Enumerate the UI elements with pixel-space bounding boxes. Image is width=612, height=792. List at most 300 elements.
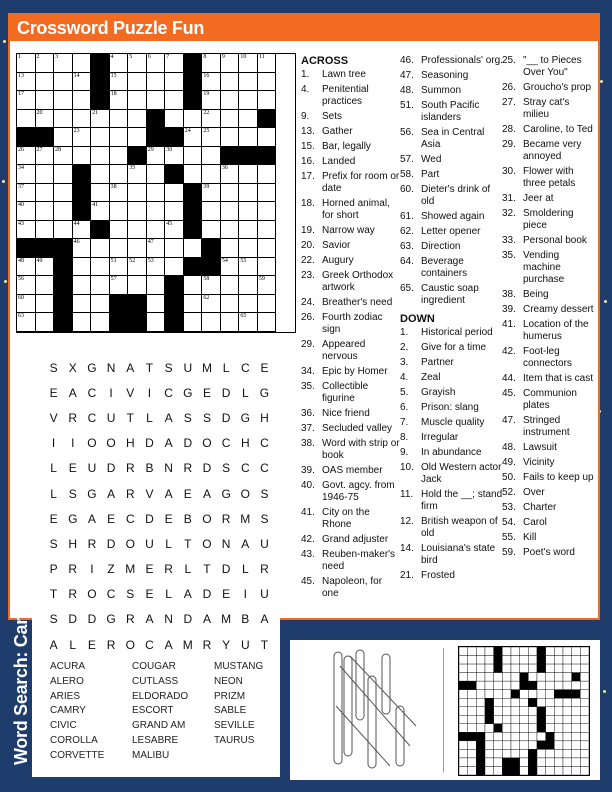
wordsearch-letter[interactable]: A (241, 536, 250, 551)
grid-cell[interactable] (239, 165, 258, 184)
wordsearch-letter[interactable]: U (183, 360, 193, 375)
grid-cell[interactable] (91, 165, 110, 184)
grid-cell[interactable] (221, 54, 240, 73)
grid-cell[interactable] (17, 221, 36, 240)
wordsearch-letter[interactable]: T (49, 587, 58, 602)
grid-cell[interactable] (17, 295, 36, 314)
grid-cell[interactable] (128, 184, 147, 203)
wordsearch-letter[interactable]: I (109, 385, 113, 400)
wordsearch-letter[interactable]: D (68, 612, 78, 627)
grid-cell[interactable] (17, 165, 36, 184)
wordsearch-letter[interactable]: U (87, 461, 97, 476)
grid-cell[interactable] (73, 239, 92, 258)
wordsearch-letter[interactable]: E (68, 461, 77, 476)
wordsearch-letter[interactable]: C (145, 637, 154, 652)
grid-cell[interactable] (239, 54, 258, 73)
grid-cell[interactable] (54, 91, 73, 110)
wordsearch-letter[interactable]: Y (222, 637, 231, 652)
grid-cell[interactable] (202, 313, 221, 332)
wordsearch-letter[interactable]: C (260, 436, 269, 451)
wordsearch-letter[interactable]: R (164, 562, 173, 577)
wordsearch-letter[interactable]: E (202, 385, 211, 400)
wordsearch-letter[interactable]: R (125, 486, 135, 501)
grid-cell[interactable] (221, 184, 240, 203)
wordsearch-letter[interactable]: I (147, 385, 152, 400)
wordsearch-letter[interactable]: A (164, 410, 173, 425)
grid-cell[interactable] (221, 221, 240, 240)
wordsearch-letter[interactable]: E (183, 486, 192, 501)
wordsearch-letter[interactable]: L (165, 536, 172, 551)
wordsearch-letter[interactable]: O (202, 511, 212, 526)
wordsearch-letter[interactable]: N (106, 360, 116, 375)
wordsearch-letter[interactable]: D (183, 436, 193, 451)
wordsearch-letter[interactable]: A (164, 637, 173, 652)
grid-cell[interactable] (239, 313, 258, 332)
grid-cell[interactable] (202, 110, 221, 129)
wordsearch-letter[interactable]: S (164, 360, 173, 375)
wordsearch-letter[interactable]: T (184, 536, 192, 551)
grid-cell[interactable] (73, 147, 92, 166)
wordsearch-letter[interactable]: N (164, 612, 173, 627)
wordsearch-letter[interactable]: D (221, 562, 231, 577)
grid-cell[interactable] (110, 165, 129, 184)
wordsearch-letter[interactable]: C (87, 410, 97, 425)
wordsearch-letter[interactable]: G (106, 612, 116, 627)
wordsearch-letter[interactable]: G (87, 360, 97, 375)
wordsearch-letter[interactable]: E (145, 562, 154, 577)
grid-cell[interactable] (54, 221, 73, 240)
grid-cell[interactable] (202, 184, 221, 203)
grid-cell[interactable] (184, 295, 203, 314)
wordsearch-letter[interactable]: U (106, 410, 116, 425)
grid-cell[interactable] (165, 73, 184, 92)
wordsearch-letter[interactable]: Z (107, 562, 115, 577)
wordsearch-letter[interactable]: L (241, 562, 249, 577)
grid-cell[interactable] (36, 202, 55, 221)
wordsearch-letter[interactable]: R (106, 637, 116, 652)
wordsearch-letter[interactable]: R (183, 461, 193, 476)
wordsearch-letter[interactable]: O (125, 637, 135, 652)
grid-cell[interactable] (147, 276, 166, 295)
grid-cell[interactable] (36, 295, 55, 314)
wordsearch-letter[interactable]: D (106, 461, 116, 476)
grid-cell[interactable] (128, 128, 147, 147)
wordsearch-letter[interactable]: T (203, 562, 211, 577)
grid-cell[interactable] (36, 313, 55, 332)
grid-cell[interactable] (17, 184, 36, 203)
grid-cell[interactable] (258, 239, 277, 258)
grid-cell[interactable] (110, 54, 129, 73)
grid-cell[interactable] (110, 110, 129, 129)
wordsearch-letter[interactable]: S (49, 536, 58, 551)
grid-cell[interactable] (91, 128, 110, 147)
wordsearch-letter[interactable]: A (49, 637, 58, 652)
grid-cell[interactable] (36, 258, 55, 277)
wordsearch-letter[interactable]: G (68, 511, 78, 526)
wordsearch-grid[interactable] (44, 355, 274, 657)
wordsearch-letter[interactable]: L (165, 587, 172, 602)
grid-cell[interactable] (17, 54, 36, 73)
wordsearch-letter[interactable]: P (49, 562, 58, 577)
grid-cell[interactable] (17, 276, 36, 295)
wordsearch-letter[interactable]: O (240, 486, 250, 501)
wordsearch-letter[interactable]: C (125, 511, 135, 526)
grid-cell[interactable] (54, 147, 73, 166)
grid-cell[interactable] (184, 313, 203, 332)
grid-cell[interactable] (239, 276, 258, 295)
grid-cell[interactable] (110, 73, 129, 92)
wordsearch-letter[interactable]: A (202, 612, 211, 627)
grid-cell[interactable] (239, 239, 258, 258)
wordsearch-letter[interactable]: I (51, 436, 56, 451)
grid-cell[interactable] (54, 54, 73, 73)
grid-cell[interactable] (128, 276, 147, 295)
grid-cell[interactable] (36, 276, 55, 295)
wordsearch-letter[interactable]: A (126, 360, 135, 375)
grid-cell[interactable] (165, 239, 184, 258)
grid-cell[interactable] (221, 276, 240, 295)
grid-cell[interactable] (91, 110, 110, 129)
wordsearch-letter[interactable]: E (107, 511, 116, 526)
wordsearch-letter[interactable]: M (125, 562, 136, 577)
grid-cell[interactable] (202, 147, 221, 166)
grid-cell[interactable] (239, 73, 258, 92)
grid-cell[interactable] (202, 202, 221, 221)
wordsearch-letter[interactable]: T (126, 410, 134, 425)
grid-cell[interactable] (258, 202, 277, 221)
grid-cell[interactable] (36, 165, 55, 184)
wordsearch-letter[interactable]: B (183, 511, 192, 526)
grid-cell[interactable] (36, 147, 55, 166)
grid-cell[interactable] (239, 110, 258, 129)
wordsearch-letter[interactable]: D (202, 461, 212, 476)
crossword-grid[interactable] (16, 53, 296, 333)
grid-cell[interactable] (184, 147, 203, 166)
grid-cell[interactable] (165, 147, 184, 166)
wordsearch-letter[interactable]: S (183, 410, 192, 425)
wordsearch-letter[interactable]: S (49, 612, 58, 627)
grid-cell[interactable] (147, 239, 166, 258)
grid-cell[interactable] (147, 73, 166, 92)
grid-cell[interactable] (258, 313, 277, 332)
grid-cell[interactable] (128, 54, 147, 73)
grid-cell[interactable] (91, 276, 110, 295)
grid-cell[interactable] (147, 147, 166, 166)
wordsearch-letter[interactable]: S (260, 511, 269, 526)
grid-cell[interactable] (239, 295, 258, 314)
grid-cell[interactable] (184, 276, 203, 295)
grid-cell[interactable] (147, 313, 166, 332)
grid-cell[interactable] (36, 221, 55, 240)
wordsearch-letter[interactable]: O (202, 536, 212, 551)
grid-cell[interactable] (91, 295, 110, 314)
grid-cell[interactable] (17, 91, 36, 110)
grid-cell[interactable] (110, 239, 129, 258)
grid-cell[interactable] (110, 128, 129, 147)
grid-cell[interactable] (165, 110, 184, 129)
wordsearch-letter[interactable]: C (221, 436, 231, 451)
wordsearch-letter[interactable]: M (240, 511, 251, 526)
wordsearch-letter[interactable]: C (164, 385, 173, 400)
wordsearch-letter[interactable]: U (240, 637, 250, 652)
grid-cell[interactable] (221, 73, 240, 92)
wordsearch-letter[interactable]: H (125, 436, 135, 451)
wordsearch-letter[interactable]: R (221, 511, 231, 526)
wordsearch-letter[interactable]: G (183, 385, 193, 400)
wordsearch-letter[interactable]: L (69, 637, 77, 652)
grid-cell[interactable] (147, 91, 166, 110)
wordsearch-letter[interactable]: L (50, 461, 57, 476)
grid-cell[interactable] (258, 221, 277, 240)
grid-cell[interactable] (54, 128, 73, 147)
wordsearch-letter[interactable]: D (145, 436, 154, 451)
wordsearch-letter[interactable]: O (87, 587, 97, 602)
grid-cell[interactable] (221, 313, 240, 332)
grid-cell[interactable] (258, 54, 277, 73)
wordsearch-letter[interactable]: C (240, 461, 250, 476)
wordsearch-letter[interactable]: A (202, 486, 211, 501)
grid-cell[interactable] (165, 91, 184, 110)
wordsearch-letter[interactable]: S (222, 461, 231, 476)
grid-cell[interactable] (221, 91, 240, 110)
wordsearch-letter[interactable]: X (68, 360, 77, 375)
grid-cell[interactable] (221, 239, 240, 258)
grid-cell[interactable] (91, 184, 110, 203)
wordsearch-letter[interactable]: L (241, 385, 249, 400)
grid-cell[interactable] (202, 54, 221, 73)
wordsearch-letter[interactable]: R (87, 536, 97, 551)
wordsearch-letter[interactable]: L (50, 486, 57, 501)
wordsearch-letter[interactable]: T (260, 637, 269, 652)
grid-cell[interactable] (17, 258, 36, 277)
grid-cell[interactable] (202, 221, 221, 240)
grid-cell[interactable] (54, 73, 73, 92)
wordsearch-letter[interactable]: C (106, 587, 116, 602)
wordsearch-letter[interactable]: S (49, 360, 58, 375)
grid-cell[interactable] (184, 165, 203, 184)
grid-cell[interactable] (258, 128, 277, 147)
grid-cell[interactable] (73, 313, 92, 332)
wordsearch-letter[interactable]: R (125, 612, 135, 627)
grid-cell[interactable] (73, 54, 92, 73)
grid-cell[interactable] (91, 258, 110, 277)
grid-cell[interactable] (202, 91, 221, 110)
grid-cell[interactable] (147, 221, 166, 240)
wordsearch-letter[interactable]: A (87, 511, 96, 526)
grid-cell[interactable] (128, 239, 147, 258)
wordsearch-letter[interactable]: I (90, 562, 94, 577)
grid-cell[interactable] (147, 54, 166, 73)
grid-cell[interactable] (36, 110, 55, 129)
grid-cell[interactable] (128, 110, 147, 129)
grid-cell[interactable] (54, 165, 73, 184)
grid-cell[interactable] (165, 54, 184, 73)
grid-cell[interactable] (110, 91, 129, 110)
grid-cell[interactable] (258, 258, 277, 277)
wordsearch-letter[interactable]: H (260, 410, 269, 425)
wordsearch-letter[interactable]: A (68, 385, 77, 400)
wordsearch-letter[interactable]: A (164, 436, 173, 451)
wordsearch-letter[interactable]: I (71, 436, 75, 451)
wordsearch-letter[interactable]: U (260, 536, 269, 551)
wordsearch-letter[interactable]: R (68, 410, 78, 425)
wordsearch-letter[interactable]: V (126, 385, 135, 400)
wordsearch-letter[interactable]: S (260, 486, 269, 501)
grid-cell[interactable] (128, 258, 147, 277)
grid-cell[interactable] (54, 202, 73, 221)
wordsearch-letter[interactable]: G (87, 486, 97, 501)
grid-cell[interactable] (73, 276, 92, 295)
wordsearch-letter[interactable]: E (87, 637, 96, 652)
grid-cell[interactable] (73, 91, 92, 110)
grid-cell[interactable] (36, 91, 55, 110)
wordsearch-letter[interactable]: S (202, 410, 211, 425)
grid-cell[interactable] (17, 147, 36, 166)
grid-cell[interactable] (239, 91, 258, 110)
wordsearch-letter[interactable]: R (68, 587, 78, 602)
wordsearch-letter[interactable]: L (184, 562, 192, 577)
grid-cell[interactable] (202, 295, 221, 314)
wordsearch-letter[interactable]: O (125, 536, 135, 551)
wordsearch-letter[interactable]: E (222, 587, 231, 602)
wordsearch-letter[interactable]: M (182, 637, 193, 652)
grid-cell[interactable] (184, 128, 203, 147)
grid-cell[interactable] (202, 165, 221, 184)
wordsearch-letter[interactable]: E (145, 587, 154, 602)
grid-cell[interactable] (110, 276, 129, 295)
grid-cell[interactable] (110, 184, 129, 203)
wordsearch-letter[interactable]: U (145, 536, 154, 551)
grid-cell[interactable] (110, 221, 129, 240)
grid-cell[interactable] (239, 221, 258, 240)
grid-cell[interactable] (184, 239, 203, 258)
wordsearch-letter[interactable]: E (260, 360, 269, 375)
grid-cell[interactable] (239, 184, 258, 203)
grid-cell[interactable] (128, 91, 147, 110)
wordsearch-letter[interactable]: D (183, 612, 193, 627)
wordsearch-letter[interactable]: V (49, 410, 58, 425)
wordsearch-letter[interactable]: A (164, 486, 173, 501)
grid-cell[interactable] (239, 128, 258, 147)
grid-cell[interactable] (147, 202, 166, 221)
grid-cell[interactable] (221, 165, 240, 184)
wordsearch-letter[interactable]: C (87, 385, 97, 400)
grid-cell[interactable] (221, 202, 240, 221)
grid-cell[interactable] (73, 258, 92, 277)
grid-cell[interactable] (202, 276, 221, 295)
grid-cell[interactable] (73, 221, 92, 240)
grid-cell[interactable] (17, 73, 36, 92)
wordsearch-letter[interactable]: B (145, 461, 154, 476)
grid-cell[interactable] (184, 110, 203, 129)
grid-cell[interactable] (17, 313, 36, 332)
wordsearch-letter[interactable]: D (145, 511, 154, 526)
grid-cell[interactable] (165, 258, 184, 277)
wordsearch-letter[interactable]: O (202, 436, 212, 451)
grid-cell[interactable] (258, 184, 277, 203)
grid-cell[interactable] (165, 184, 184, 203)
grid-cell[interactable] (221, 258, 240, 277)
grid-cell[interactable] (202, 128, 221, 147)
wordsearch-letter[interactable]: D (202, 587, 212, 602)
grid-cell[interactable] (221, 295, 240, 314)
wordsearch-letter[interactable]: N (221, 536, 231, 551)
grid-cell[interactable] (36, 73, 55, 92)
grid-cell[interactable] (128, 73, 147, 92)
grid-cell[interactable] (91, 313, 110, 332)
wordsearch-letter[interactable]: R (125, 461, 135, 476)
grid-cell[interactable] (221, 128, 240, 147)
wordsearch-letter[interactable]: D (106, 536, 116, 551)
wordsearch-letter[interactable]: E (49, 385, 58, 400)
grid-cell[interactable] (128, 202, 147, 221)
wordsearch-letter[interactable]: S (68, 486, 77, 501)
grid-cell[interactable] (147, 258, 166, 277)
grid-cell[interactable] (165, 202, 184, 221)
wordsearch-letter[interactable]: U (260, 587, 269, 602)
grid-cell[interactable] (147, 165, 166, 184)
wordsearch-letter[interactable]: R (202, 637, 212, 652)
wordsearch-letter[interactable]: H (240, 436, 250, 451)
wordsearch-letter[interactable]: D (87, 612, 97, 627)
grid-cell[interactable] (147, 184, 166, 203)
grid-cell[interactable] (258, 276, 277, 295)
grid-cell[interactable] (221, 110, 240, 129)
grid-cell[interactable] (17, 110, 36, 129)
grid-cell[interactable] (258, 91, 277, 110)
grid-cell[interactable] (258, 73, 277, 92)
grid-cell[interactable] (110, 147, 129, 166)
wordsearch-letter[interactable]: D (221, 410, 231, 425)
wordsearch-letter[interactable]: M (201, 360, 212, 375)
grid-cell[interactable] (239, 258, 258, 277)
wordsearch-letter[interactable]: B (241, 612, 250, 627)
wordsearch-letter[interactable]: A (145, 612, 154, 627)
grid-cell[interactable] (91, 239, 110, 258)
wordsearch-letter[interactable]: V (145, 486, 154, 501)
grid-cell[interactable] (110, 258, 129, 277)
grid-cell[interactable] (91, 202, 110, 221)
grid-cell[interactable] (165, 221, 184, 240)
grid-cell[interactable] (54, 110, 73, 129)
grid-cell[interactable] (202, 73, 221, 92)
wordsearch-letter[interactable]: M (221, 612, 232, 627)
wordsearch-letter[interactable]: G (240, 410, 250, 425)
wordsearch-letter[interactable]: O (106, 436, 116, 451)
grid-cell[interactable] (36, 54, 55, 73)
grid-cell[interactable] (258, 295, 277, 314)
grid-cell[interactable] (147, 295, 166, 314)
wordsearch-letter[interactable]: G (259, 385, 270, 400)
wordsearch-letter[interactable]: G (221, 486, 231, 501)
grid-cell[interactable] (91, 147, 110, 166)
grid-cell[interactable] (73, 73, 92, 92)
wordsearch-letter[interactable]: D (221, 385, 231, 400)
grid-cell[interactable] (73, 110, 92, 129)
grid-cell[interactable] (73, 295, 92, 314)
wordsearch-letter[interactable]: O (87, 436, 97, 451)
grid-cell[interactable] (36, 184, 55, 203)
wordsearch-letter[interactable]: A (183, 587, 192, 602)
wordsearch-letter[interactable]: S (126, 587, 135, 602)
wordsearch-letter[interactable]: L (222, 360, 230, 375)
wordsearch-letter[interactable]: E (49, 511, 58, 526)
wordsearch-letter[interactable]: H (68, 536, 78, 551)
wordsearch-letter[interactable]: R (68, 562, 78, 577)
wordsearch-letter[interactable]: N (164, 461, 173, 476)
grid-cell[interactable] (73, 128, 92, 147)
grid-cell[interactable] (54, 184, 73, 203)
